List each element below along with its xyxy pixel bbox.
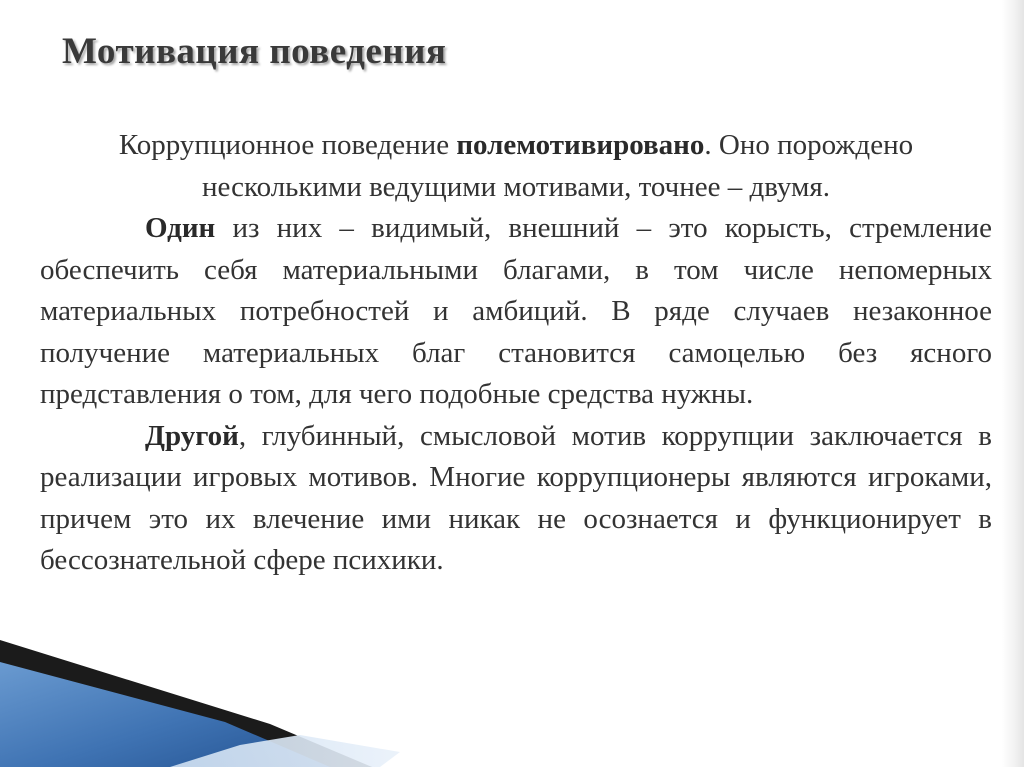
paragraph-first-motive [40, 208, 992, 416]
intro-text-after: . Оно порождено несколькими ведущими мотивами, точнее – двумя. [201, 129, 914, 203]
paragraph1-bold-lead: Один [145, 212, 216, 244]
paragraph2-bold-lead: Другой [145, 419, 239, 452]
slide-body [40, 125, 992, 582]
intro-bold-term: полемотивировано [456, 129, 705, 161]
paragraph-second-motive [40, 416, 992, 582]
intro-paragraph [40, 125, 992, 208]
intro-text-before: Коррупционное поведение [118, 129, 457, 161]
paragraph1-text: из них – видимый, внешний – это корысть, стремление обеспечить себя материальными благами, в том числе непомерных материальных потребностей и амбиций. В ряде случаев незаконное получение материальных благ становится самоцелью без ясного представления о том, для чего подобные средства нужны. [40, 212, 992, 410]
paragraph2-text: , глубинный, смысловой мотив коррупции заключается в реализации игровых мотивов. Многие коррупционеры являются игроками, причем это их влечение ими никак не осознается и функционирует в бессознательной сфере психики. [40, 419, 992, 576]
slide-title: Мотивация поведения [62, 31, 447, 72]
